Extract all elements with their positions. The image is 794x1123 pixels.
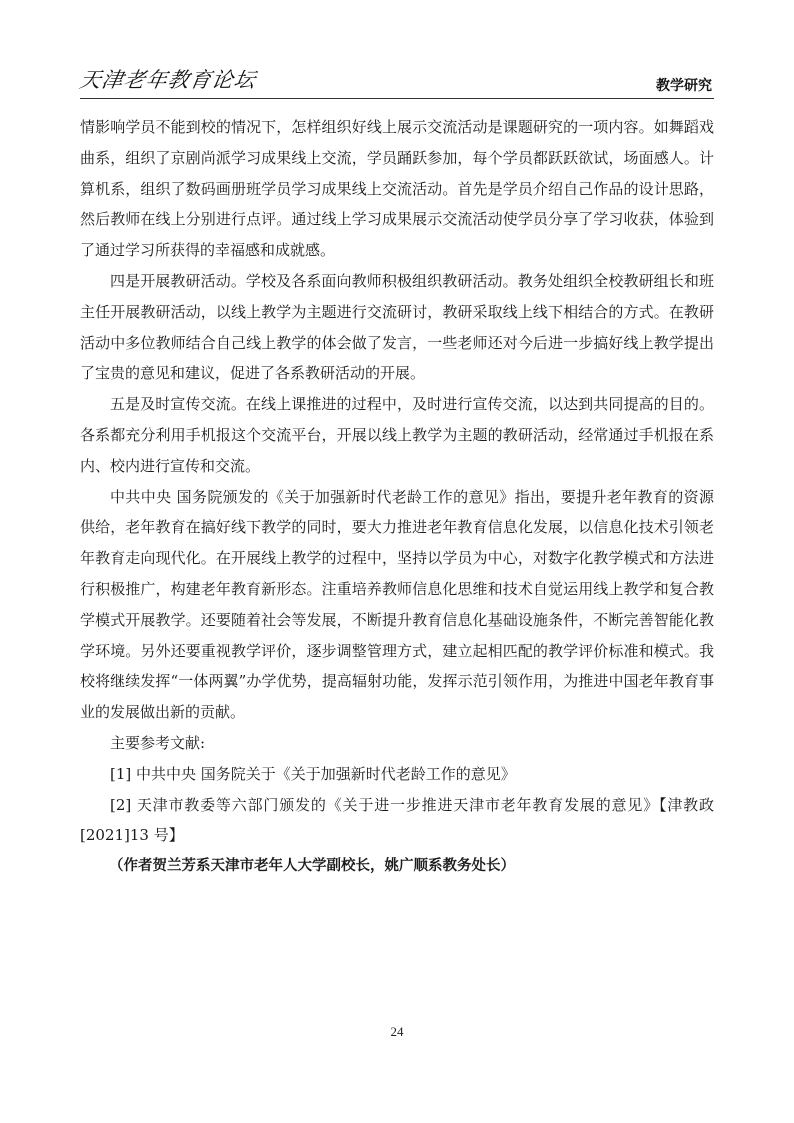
paragraph-publicity: 五是及时宣传交流。在线上课推进的过程中，及时进行宣传交流，以达到共同提高的目的。各系都充分利用手机报这个交流平台，开展以线上教学为主题的教研活动，经常通过手机报在系内、校内进行宣传和交流。 [80, 395, 714, 475]
paragraph-conclusion: 中共中央 国务院颁发的《关于加强新时代老龄工作的意见》指出，要提升老年教育的资源供给，老年教育在搞好线下教学的同时，要大力推进老年教育信息化发展，以信息化技术引领老年教育走向现代化。在开展线上教学的过程中，坚持以学员为中心，对数字化教学模式和方法进行积极推广，构建老年教育新形态。注重培养教师信息化思维和技术自觉运用线上教学和复合教学模式开展教学。还要随着社会等发展，不断提升教育信息化基础设施条件，不断完善智能化教学环境。另外还要重视教学评价，逐步调整管理方式，建立起相匹配的教学评价标准和模式。我校将继续发挥“一体两翼”办学优势，提高辐射功能，发挥示范引领作用，为推进中国老年教育事业的发展做出新的贡献。 [80, 487, 714, 722]
article-body [80, 112, 714, 882]
paragraph-continuation: 情影响学员不能到校的情况下，怎样组织好线上展示交流活动是课题研究的一项内容。如舞蹈戏曲系，组织了京剧尚派学习成果线上交流，学员踊跃参加，每个学员都跃跃欲试，场面感人。计算机系，组织了数码画册班学员学习成果线上交流活动。首先是学员介绍自己作品的设计思路，然后教师在线上分别进行点评。通过线上学习成果展示交流活动使学员分享了学习收获，体验到了通过学习所获得的幸福感和成就感。 [80, 118, 714, 260]
page-number: 24 [390, 1024, 404, 1039]
reference-item-1: [1] 中共中央 国务院关于《关于加强新时代老龄工作的意见》 [110, 764, 516, 783]
section-title: 教学研究 [656, 78, 712, 94]
journal-logo: 天津老年教育论坛 [77, 68, 258, 92]
reference-item-2: [2] 天津市教委等六部门颁发的《关于进一步推进天津市老年教育发展的意见》【津教政[2021]13 号】 [80, 795, 714, 845]
references-heading: 主要参考文献: [110, 733, 206, 752]
paragraph-teaching-research: 四是开展教研活动。学校及各系面向教师积极组织教研活动。教务处组织全校教研组长和班主任开展教研活动，以线上教学为主题进行交流研讨，教研采取线上线下相结合的方式。在教研活动中多位教师结合自己线上教学的体会做了发言，一些老师还对今后进一步搞好线上教学提出了宝贵的意见和建议，促进了各系教研活动的开展。 [80, 271, 714, 383]
author-note: （作者贺兰芳系天津市老年人大学副校长，姚广顺系教务处长） [109, 857, 515, 875]
page-header [77, 62, 714, 99]
